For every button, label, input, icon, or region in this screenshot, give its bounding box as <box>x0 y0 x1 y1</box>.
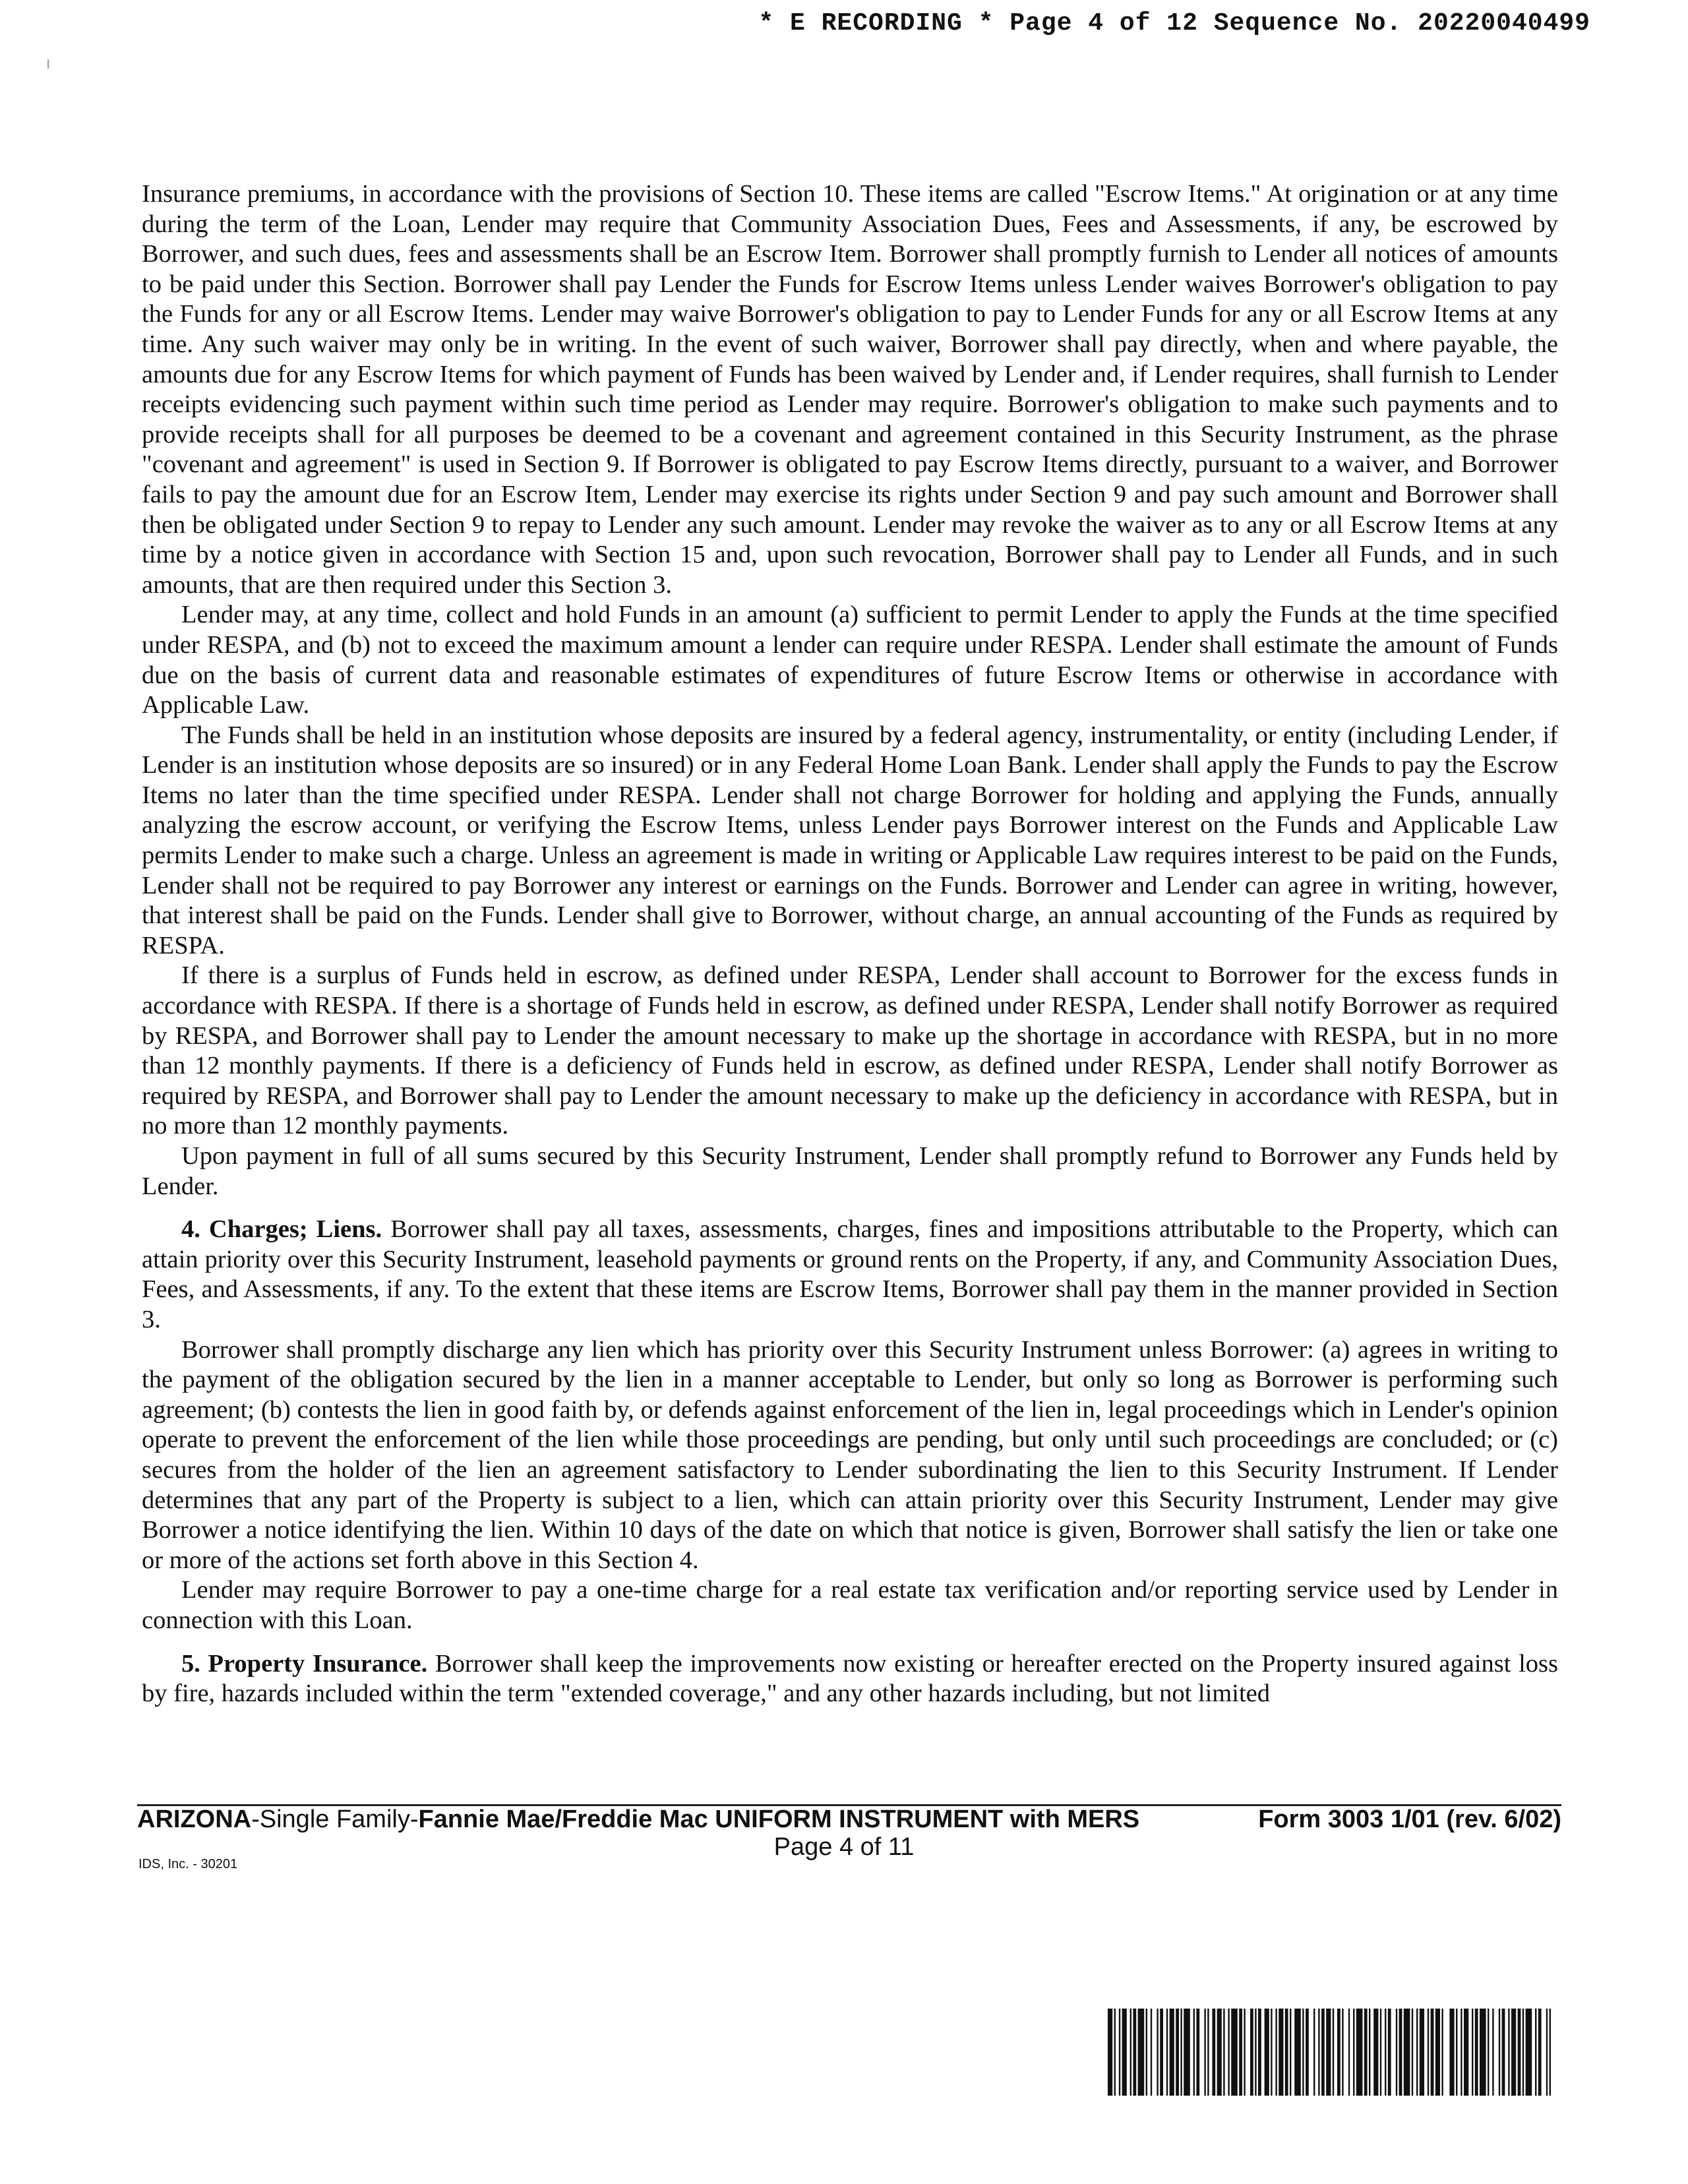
section-5-property-insurance <box>142 1649 1558 1709</box>
barcode-bar <box>1326 2009 1331 2096</box>
barcode-bar <box>1456 2009 1457 2096</box>
form-number: Form 3003 1/01 (rev. 6/02) <box>1258 1805 1561 1833</box>
barcode-bar <box>1502 2009 1505 2096</box>
ids-code: IDS, Inc. - 30201 <box>138 1857 238 1871</box>
barcode-bar <box>1388 2009 1391 2096</box>
paragraph-discharge-lien <box>142 1335 1558 1576</box>
barcode-bar <box>1348 2009 1350 2096</box>
barcode-bar <box>1449 2009 1454 2096</box>
section-4-charges-liens <box>142 1215 1558 1335</box>
barcode-bar <box>1133 2009 1136 2096</box>
barcode-bar <box>1333 2009 1334 2096</box>
barcode-bar <box>1538 2009 1542 2096</box>
paragraph-refund <box>142 1141 1558 1201</box>
barcode-bar <box>1250 2009 1253 2096</box>
barcode-bar <box>1108 2009 1112 2096</box>
barcode-bar <box>1337 2009 1341 2096</box>
section-heading: 5. Property Insurance. <box>181 1649 428 1678</box>
barcode-bar <box>1180 2009 1182 2096</box>
barcode-bar <box>1228 2009 1229 2096</box>
barcode-bar <box>1546 2009 1548 2096</box>
barcode-bar <box>1428 2009 1429 2096</box>
form-family: -Single Family- <box>251 1805 419 1833</box>
barcode-bar <box>1265 2009 1269 2096</box>
barcode-bar <box>1508 2009 1509 2096</box>
barcode-bar <box>1223 2009 1224 2096</box>
barcode-bar <box>1138 2009 1145 2096</box>
barcode-bar <box>1279 2009 1283 2096</box>
paragraph-tax-verification <box>142 1575 1558 1635</box>
paragraph-text: The Funds shall be held in an institution whose deposits are insured by a federal agency, instrumentality, or entity (including Lender, if Lender is an institution whose deposits are so insured) or in any Federal Home Loan Bank. Lender shall apply the Funds to pay the Escrow Items no later than the time specified under RESPA. Lender shall not charge Borrower for holding and applying the Funds, annually analyzing the escrow account, or verifying the Escrow Items, unless Lender pays Borrower interest on the Funds and Applicable Law permits Lender to make such a charge. Unless an agreement is made in writing or Applicable Law requires interest to be paid on the Funds, Lender shall not be required to pay Borrower any interest or earnings on the Funds. Borrower and Lender can agree in writing, however, that interest shall be paid on the Funds. Lender shall give to Borrower, without charge, an annual accounting of the Funds as required by RESPA. <box>142 721 1558 959</box>
barcode-bar <box>1526 2009 1532 2096</box>
barcode-bar <box>1499 2009 1500 2096</box>
barcode-bar <box>1380 2009 1381 2096</box>
barcode-bar <box>1146 2009 1147 2096</box>
barcode-bar <box>1275 2009 1277 2096</box>
paragraph-text: Upon payment in full of all sums secured by this Security Instrument, Lender shall promptly refund to Borrower any Funds held by Lender. <box>142 1142 1558 1200</box>
barcode-bar <box>1306 2009 1309 2096</box>
scan-mark <box>47 59 49 69</box>
barcode-bar <box>1522 2009 1524 2096</box>
barcode-bar <box>1396 2009 1397 2096</box>
barcode-bar <box>1511 2009 1516 2096</box>
barcode-bar <box>1160 2009 1163 2096</box>
section-heading: 4. Charges; Liens. <box>181 1215 382 1244</box>
barcode-bar <box>1369 2009 1370 2096</box>
barcode-bar <box>1294 2009 1301 2096</box>
barcode-bar <box>1258 2009 1261 2096</box>
barcode-bar <box>1119 2009 1120 2096</box>
barcode-bar <box>1475 2009 1478 2096</box>
barcode-bar <box>1353 2009 1354 2096</box>
barcode-bar <box>1420 2009 1424 2096</box>
barcode-bar <box>1313 2009 1315 2096</box>
barcode-bar <box>1114 2009 1116 2096</box>
barcode-bar <box>1217 2009 1222 2096</box>
barcode-bar <box>1157 2009 1158 2096</box>
barcode-bar <box>1318 2009 1319 2096</box>
barcode-bar <box>1166 2009 1168 2096</box>
barcode-bar <box>1184 2009 1190 2096</box>
page-number: Page 4 of 11 <box>773 1833 915 1861</box>
paragraph-text: Lender may, at any time, collect and hold Funds in an amount (a) sufficient to permit Lender to apply the Funds at the time specified under RESPA, and (b) not to exceed the maximum amount a lender can require under RESPA. Lender shall estimate the amount of Funds due on the basis of current data and reasonable estimates of expenditures of future Escrow Items or otherwise in accordance with Applicable Law. <box>142 601 1558 719</box>
paragraph-surplus-shortage <box>142 961 1558 1141</box>
barcode-bar <box>1461 2009 1462 2096</box>
form-title <box>137 1805 1139 1834</box>
barcode-bar <box>1122 2009 1127 2096</box>
barcode-bar <box>1239 2009 1242 2096</box>
barcode-bar <box>1196 2009 1199 2096</box>
barcode-bar <box>1290 2009 1291 2096</box>
paragraph-funds-held <box>142 721 1558 961</box>
barcode-bar <box>1176 2009 1179 2096</box>
barcode-bar <box>1364 2009 1368 2096</box>
paragraph-text: Borrower shall promptly discharge any lien which has priority over this Security Instrument unless Borrower: (a) agrees in writing to the payment of the obligation secured by the lien in a manner acceptable to Lender, but only so long as Borrower is performing such agreement; (b) contests the lien in good faith by, or defends against enforcement of the lien in, legal proceedings which in Lender's opinion operate to prevent the enforcement of the lien while those proceedings are pending, but only until such proceedings are concluded; or (c) secures from the holder of the lien an agreement satisfactory to Lender subordinating the lien to this Security Instrument. If Lender determines that any part of the Property is subject to a lien, which can attain priority over this Security Instrument, Lender may give Borrower a notice identifying the lien. Within 10 days of the date on which that notice is given, Borrower shall satisfy the lien or take one or more of the actions set forth above in this Section 4. <box>142 1335 1558 1574</box>
barcode-bar <box>1204 2009 1205 2096</box>
barcode-bar <box>1435 2009 1440 2096</box>
barcode-bar <box>1342 2009 1343 2096</box>
barcode-bar <box>1488 2009 1489 2096</box>
barcode-bar <box>1356 2009 1363 2096</box>
barcode-bar <box>1480 2009 1486 2096</box>
barcode-bar <box>1231 2009 1238 2096</box>
barcode-bar <box>1130 2009 1131 2096</box>
barcode-bar <box>1193 2009 1195 2096</box>
barcode-bar <box>1271 2009 1272 2096</box>
barcode-bar <box>1255 2009 1256 2096</box>
barcode-image <box>1108 2009 1551 2096</box>
form-instrument: Fannie Mae/Freddie Mac UNIFORM INSTRUMENT with MERS <box>418 1805 1140 1833</box>
barcode-bar <box>1321 2009 1325 2096</box>
barcode-bar <box>1412 2009 1413 2096</box>
paragraph-text: Borrower shall pay all taxes, assessments, charges, fines and impositions attributable to the Property, which can attain priority over this Security Instrument, leasehold payments or ground rents on the Property, if any, and Community Association Dues, Fees, and Assessments, if any. To the extent that these items are Escrow Items, Borrower shall pay them in the manner provided in Section 3. <box>142 1215 1558 1333</box>
barcode-bar <box>1302 2009 1304 2096</box>
barcode-bar <box>1244 2009 1245 2096</box>
barcode-bar <box>1212 2009 1215 2096</box>
barcode-bar <box>1550 2009 1551 2096</box>
barcode-bar <box>1416 2009 1418 2096</box>
recording-header: * E RECORDING * Page 4 of 12 Sequence No. 20220040499 <box>758 9 1590 38</box>
paragraph-text: Insurance premiums, in accordance with the provisions of Section 10. These items are called "Escrow Items." At origination or at any time during the term of the Loan, Lender may require that Community Association Dues, Fees and Assessments, if any, be escrowed by Borrower, and such dues, fees and assessments shall be an Escrow Item. Borrower shall promptly furnish to Lender all notices of amounts to be paid under this Section. Borrower shall pay Lender the Funds for Escrow Items unless Lender waives Borrower's obligation to pay the Funds for any or all Escrow Items. Lender may waive Borrower's obligation to pay to Lender Funds for any or all Escrow Items at any time. Any such waiver may only be in writing. In the event of such waiver, Borrower shall pay directly, when and where payable, the amounts due for any Escrow Items for which payment of Funds has been waived by Lender and, if Lender requires, shall furnish to Lender receipts evidencing such payment within such time period as Lender may require. Borrower's obligation to make such payments and to provide receipts shall for all purposes be deemed to be a covenant and agreement contained in this Security Instrument, as the phrase "covenant and agreement" is used in Section 9. If Borrower is obligated to pay Escrow Items directly, pursuant to a waiver, and Borrower fails to pay the amount due for an Escrow Item, Lender may exercise its rights under Section 9 and pay such amount and Borrower shall then be obligated under Section 9 to repay to Lender any such amount. Lender may revoke the waiver as to any or all Escrow Items at any time by a notice given in accordance with Section 15 and, upon such revocation, Borrower shall pay to Lender all Funds, and in such amounts, that are then required under this Section 3. <box>142 180 1558 599</box>
barcode-bar <box>1285 2009 1288 2096</box>
barcode-bar <box>1207 2009 1209 2096</box>
form-state: ARIZONA <box>137 1805 252 1833</box>
paragraph-text: Borrower shall keep the improvements now existing or hereafter erected on the Property insured against loss by fire, hazards included within the term "extended coverage," and any other hazards including, but not limited <box>142 1649 1558 1708</box>
barcode-bar <box>1535 2009 1536 2096</box>
barcode-bar <box>1151 2009 1152 2096</box>
barcode-bar <box>1464 2009 1468 2096</box>
barcode-bar <box>1431 2009 1434 2096</box>
barcode-bar <box>1385 2009 1386 2096</box>
document-body <box>142 179 1558 1709</box>
barcode-bar <box>1404 2009 1410 2096</box>
barcode-bar <box>1373 2009 1378 2096</box>
barcode-bar <box>1472 2009 1473 2096</box>
barcode-bar <box>1170 2009 1174 2096</box>
barcode-bar <box>1492 2009 1493 2096</box>
barcode-bar <box>1518 2009 1521 2096</box>
barcode-bar <box>1441 2009 1443 2096</box>
paragraph-text: If there is a surplus of Funds held in escrow, as defined under RESPA, Lender shall account to Borrower for the excess funds in accordance with RESPA. If there is a shortage of Funds held in escrow, as defined under RESPA, Lender shall notify Borrower as required by RESPA, and Borrower shall pay to Lender the amount necessary to make up the shortage in accordance with RESPA, but in no more than 12 monthly payments. If there is a deficiency of Funds held in escrow, as defined under RESPA, Lender shall notify Borrower as required by RESPA, and Borrower shall pay to Lender the amount necessary to make up the deficiency in accordance with RESPA, but in no more than 12 monthly payments. <box>142 961 1558 1140</box>
paragraph-lender-collect-funds <box>142 600 1558 720</box>
barcode-bar <box>1399 2009 1402 2096</box>
paragraph-escrow-items <box>142 179 1558 600</box>
paragraph-text: Lender may require Borrower to pay a one-time charge for a real estate tax verification and/or reporting service used by Lender in connection with this Loan. <box>142 1576 1558 1634</box>
